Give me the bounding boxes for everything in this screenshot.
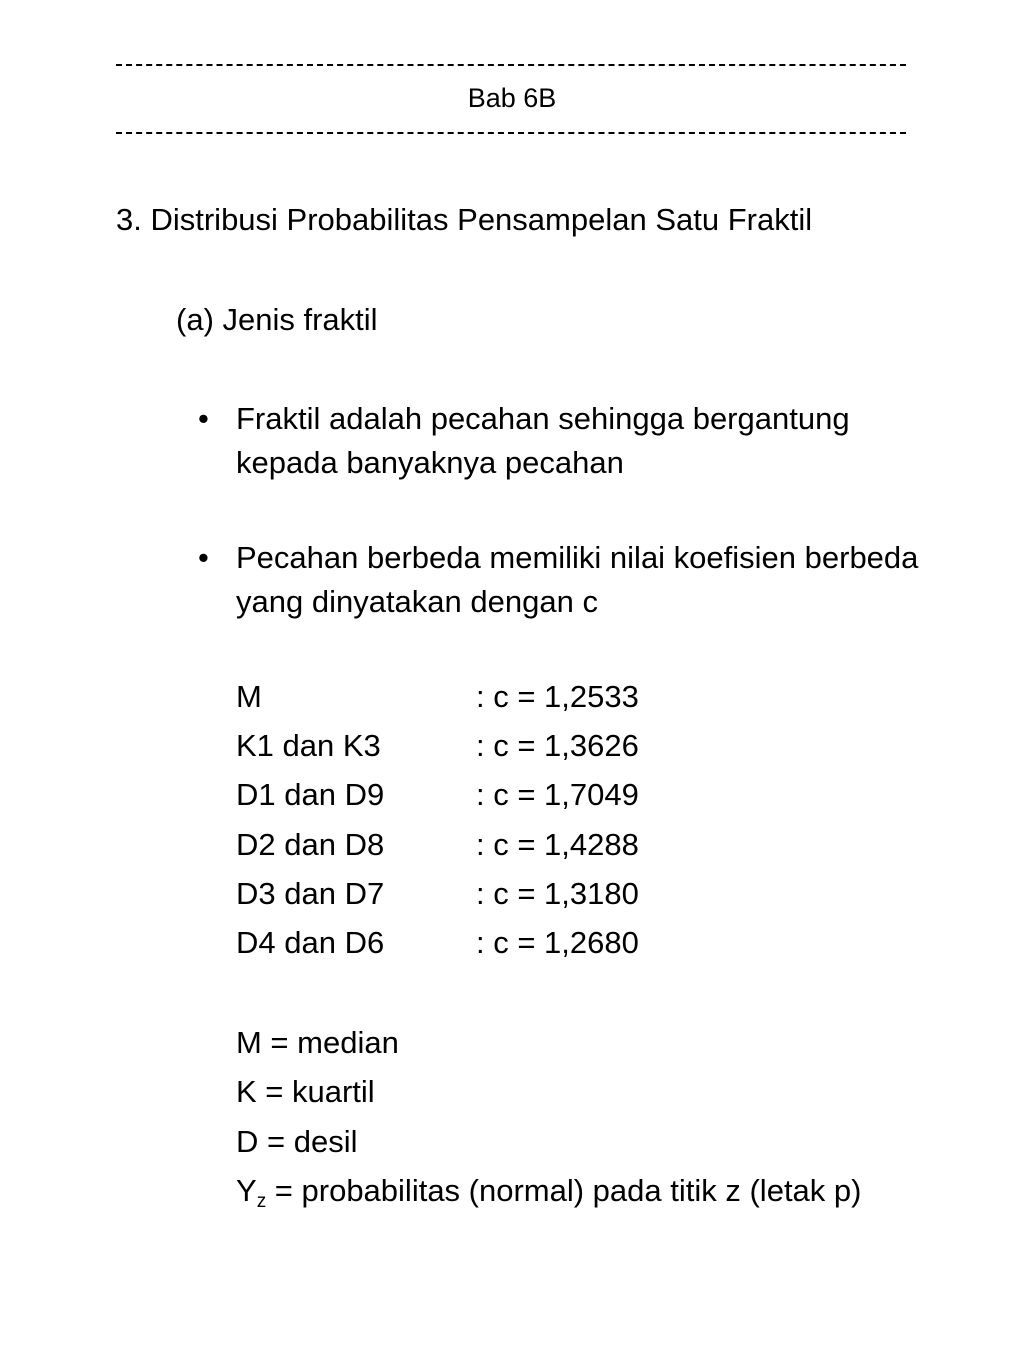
legend-kuartil: K = kuartil	[236, 1074, 375, 1110]
section-title: 3. Distribusi Probabilitas Pensampelan Satu Fraktil	[116, 202, 813, 237]
yz-subscript: z	[256, 1190, 267, 1212]
coefficient-value: : c = 1,3626	[476, 728, 639, 764]
fractile-name: D4 dan D6	[236, 924, 385, 960]
bullet-text: Pecahan berbeda memiliki nilai koefisien berbeda yang dinyatakan dengan c	[236, 540, 919, 619]
legend-yz	[236, 1166, 861, 1215]
bottom-dashed-divider	[116, 132, 906, 134]
bullet-dot: •	[198, 540, 209, 575]
subsection-title: (a) Jenis fraktil	[176, 302, 378, 337]
fractile-name: D2 dan D8	[236, 826, 385, 862]
chapter-label: Bab 6B	[467, 83, 557, 113]
coefficient-value: : c = 1,2533	[476, 679, 639, 714]
fractile-name: M	[236, 679, 262, 714]
coefficient-value: : c = 1,2680	[476, 924, 639, 960]
fractile-name: D3 dan D7	[236, 875, 385, 911]
coefficient-value: : c = 1,3180	[476, 875, 639, 911]
symbol-legend	[236, 1018, 861, 1215]
fractile-name: K1 dan K3	[236, 728, 381, 764]
coefficient-value: : c = 1,7049	[476, 777, 639, 813]
bullet-item-fraktil	[198, 397, 938, 485]
yz-definition: = probabilitas (normal) pada titik z (letak p)	[266, 1172, 862, 1208]
yz-symbol: Y	[236, 1172, 257, 1208]
bullet-item-pecahan	[198, 536, 938, 624]
legend-desil: D = desil	[236, 1123, 358, 1159]
bullet-dot: •	[198, 401, 209, 436]
bullet-text: Fraktil adalah pecahan sehingga bergantung kepada banyaknya pecahan	[236, 401, 850, 480]
legend-median: M = median	[236, 1025, 399, 1060]
coefficient-value: : c = 1,4288	[476, 826, 639, 862]
top-dashed-divider	[116, 64, 906, 66]
fractile-name: D1 dan D9	[236, 777, 385, 813]
